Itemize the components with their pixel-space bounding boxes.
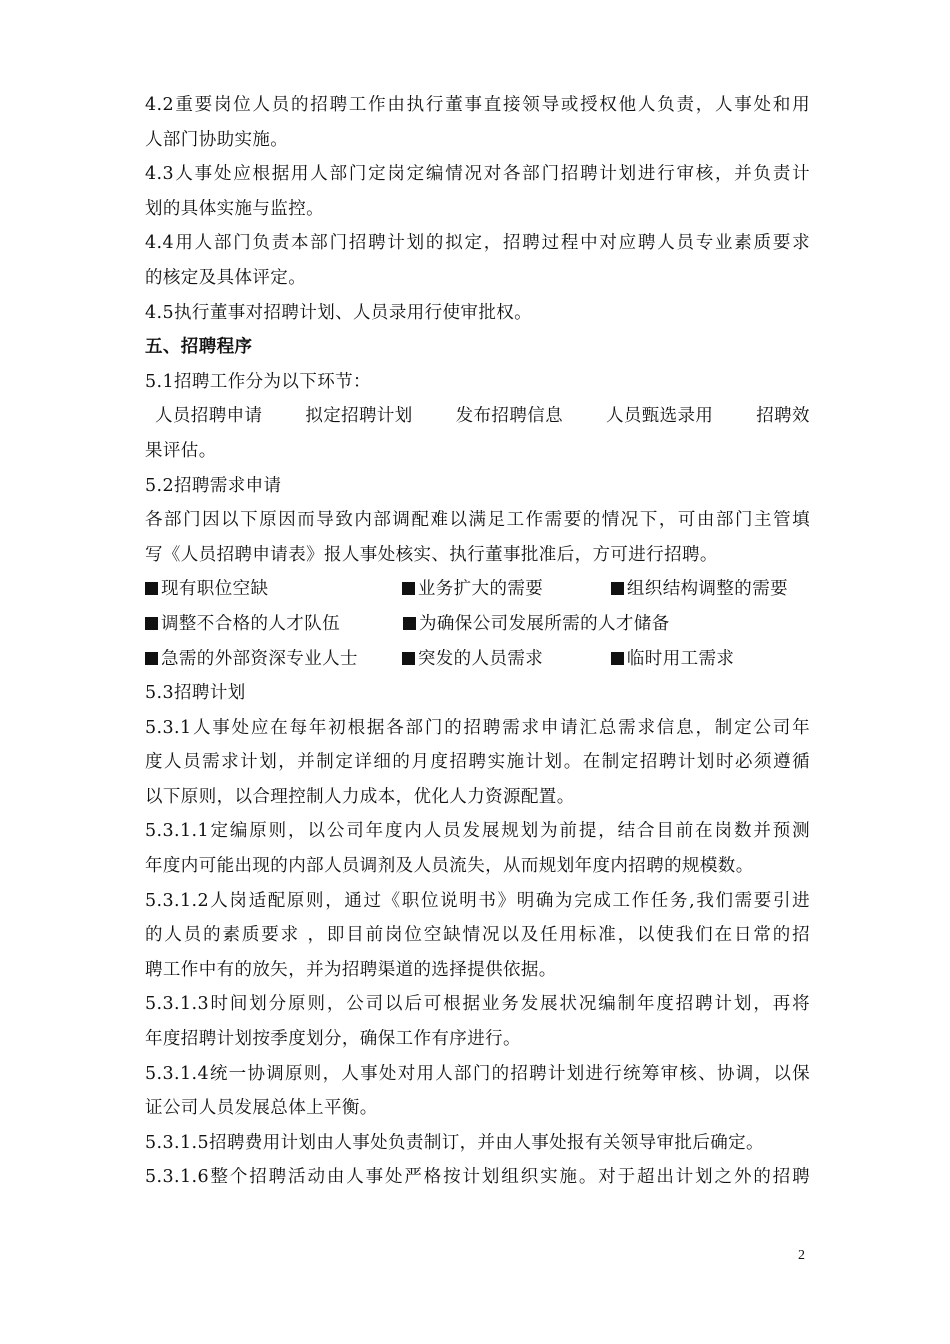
section-heading: 五、招聘程序 — [145, 337, 253, 358]
paragraph-line: 写《人员招聘申请表》报人事处核实、执行董事批准后，方可进行招聘。 — [145, 544, 718, 565]
paragraph-line: 的核定及具体评定。 — [145, 267, 307, 288]
reason-row — [145, 642, 810, 677]
reason-item: 为确保公司发展所需的人才储备 — [403, 607, 803, 642]
subsection-heading: 5.3招聘计划 — [145, 683, 246, 704]
flow-step: 人员甄选录用 — [605, 406, 714, 427]
square-bullet-icon — [402, 582, 415, 595]
paragraph-line: 5.3.1.6整个招聘活动由人事处严格按计划组织实施。对于超出计划之外的招聘 — [145, 1167, 810, 1188]
reason-item: 组织结构调整的需要 — [611, 572, 810, 607]
paragraph-line: 证公司人员发展总体上平衡。 — [145, 1098, 378, 1119]
reason-item: 突发的人员需求 — [402, 642, 611, 677]
square-bullet-icon — [145, 652, 158, 665]
paragraph-line: 的人员的素质要求 ，即目前岗位空缺情况以及任用标准，以使我们在日常的招 — [145, 925, 810, 946]
paragraph-line: 人部门协助实施。 — [145, 129, 289, 150]
subsection-heading: 5.1招聘工作分为以下环节： — [145, 371, 371, 392]
paragraph-line: 聘工作中有的放矢，并为招聘渠道的选择提供依据。 — [145, 959, 557, 980]
paragraph-line: 5.3.1.4统一协调原则，人事处对用人部门的招聘计划进行统筹审核、协调，以保 — [145, 1063, 810, 1084]
paragraph-line: 4.2重要岗位人员的招聘工作由执行董事直接领导或授权他人负责，人事处和用 — [145, 95, 810, 115]
square-bullet-icon — [145, 617, 158, 630]
process-flow — [145, 399, 810, 434]
paragraph-line: 度人员需求计划，并制定详细的月度招聘实施计划。在制定招聘计划时必须遵循 — [145, 752, 810, 773]
square-bullet-icon — [402, 652, 415, 665]
flow-continuation: 果评估。 — [145, 440, 217, 461]
page-number: 2 — [798, 1248, 805, 1263]
subsection-heading: 5.2招聘需求申请 — [145, 475, 282, 496]
paragraph-line: 年度招聘计划按季度划分，确保工作有序进行。 — [145, 1029, 521, 1050]
reason-item: 临时用工需求 — [611, 642, 810, 677]
paragraph-line: 4.3人事处应根据用人部门定岗定编情况对各部门招聘计划进行审核，并负责计 — [145, 164, 810, 185]
square-bullet-icon — [145, 582, 158, 595]
square-bullet-icon — [403, 617, 416, 630]
paragraph-line: 5.3.1.3时间划分原则，公司以后可根据业务发展状况编制年度招聘计划，再将 — [145, 994, 810, 1015]
flow-step: 拟定招聘计划 — [305, 406, 413, 427]
reason-item: 业务扩大的需要 — [402, 572, 611, 607]
paragraph-line: 各部门因以下原因而导致内部调配难以满足工作需要的情况下，可由部门主管填 — [145, 510, 810, 531]
flow-step: 发布招聘信息 — [455, 406, 564, 427]
paragraph-line: 4.5执行董事对招聘计划、人员录用行使审批权。 — [145, 302, 533, 323]
square-bullet-icon — [611, 652, 624, 665]
reason-item: 现有职位空缺 — [145, 572, 402, 607]
paragraph-line: 5.3.1.5招聘费用计划由人事处负责制订，并由人事处报有关领导审批后确定。 — [145, 1132, 764, 1153]
paragraph-line: 5.3.1.2人岗适配原则，通过《职位说明书》明确为完成工作任务,我们需要引进 — [145, 890, 810, 911]
reason-row — [145, 607, 810, 642]
paragraph-line: 年度内可能出现的内部人员调剂及人员流失，从而规划年度内招聘的规模数。 — [145, 856, 754, 877]
reason-row — [145, 572, 810, 607]
reason-item: 急需的外部资深专业人士 — [145, 642, 402, 677]
paragraph-line: 以下原则，以合理控制人力成本，优化人力资源配置。 — [145, 786, 575, 807]
document-page — [145, 88, 810, 1195]
paragraph-line: 4.4用人部门负责本部门招聘计划的拟定，招聘过程中对应聘人员专业素质要求 — [145, 233, 810, 254]
reason-item: 调整不合格的人才队伍 — [145, 607, 403, 642]
paragraph-line: 5.3.1.1定编原则，以公司年度内人员发展规划为前提，结合目前在岗数并预测 — [145, 821, 810, 842]
square-bullet-icon — [611, 582, 624, 595]
paragraph-line: 5.3.1人事处应在每年初根据各部门的招聘需求申请汇总需求信息，制定公司年 — [145, 717, 810, 738]
paragraph-line: 划的具体实施与监控。 — [145, 198, 324, 219]
flow-step: 招聘效 — [756, 406, 810, 427]
flow-step: 人员招聘申请 — [155, 406, 263, 427]
